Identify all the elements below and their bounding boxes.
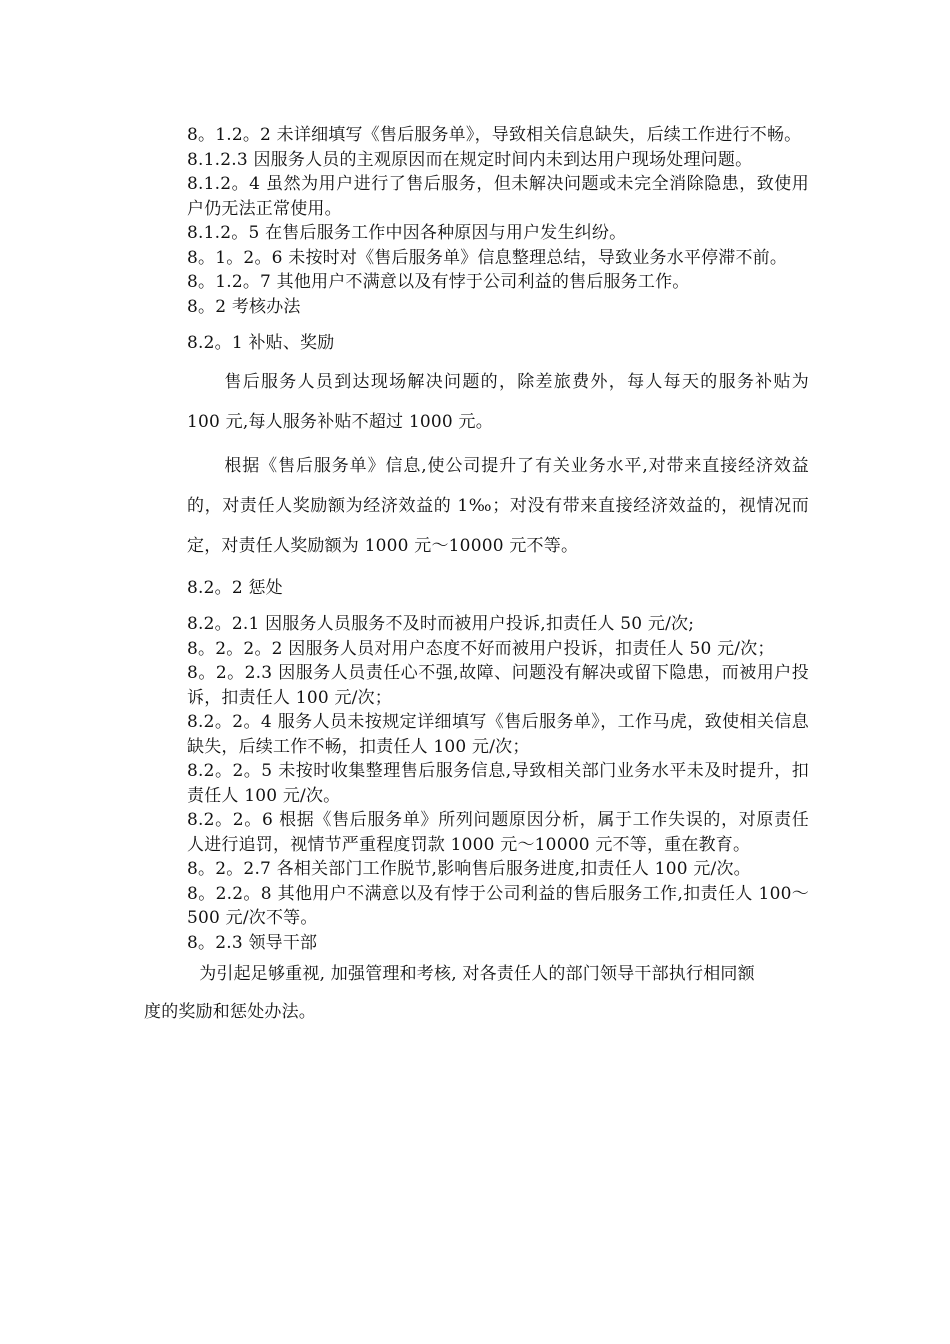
section-heading-8-2-3: 8。2.3 领导干部 — [187, 932, 318, 953]
section-heading-8-2-2: 8.2。2 惩处 — [187, 577, 283, 598]
penalty-8-2-2-7: 8。2。2.7 各相关部门工作脱节,影响售后服务进度,扣责任人 100 元/次。 — [187, 859, 751, 879]
penalty-8-2-2-6: 8.2。2。6 根据《售后服务单》所列问题原因分析，属于工作失误的，对原责任人进行追罚，视情节严重程度罚款 1000 元～10000 元不等，重在教育。 — [187, 810, 809, 855]
penalty-8-2-2-5: 8.2。2。5 未按时收集整理售后服务信息,导致相关部门业务水平未及时提升，扣责任人 100 元/次。 — [187, 761, 809, 806]
closing-paragraph-line-2: 度的奖励和惩处办法。 — [144, 1002, 316, 1022]
clause-8-1-2-6: 8。1。2。6 未按时对《售后服务单》信息整理总结，导致业务水平停滞不前。 — [187, 247, 788, 268]
penalty-8-2-2-8: 8。2.2。8 其他用户不满意以及有悖于公司利益的售后服务工作,扣责任人 100～500 元/次不等。 — [187, 883, 809, 928]
paragraph-reward: 根据《售后服务单》信息,使公司提升了有关业务水平,对带来直接经济效益的，对责任人奖励额为经济效益的 1‰；对没有带来直接经济效益的，视情况而定，对责任人奖励额为 1000 元～10000 元不等。 — [187, 455, 809, 556]
document-body — [144, 123, 809, 1031]
clause-8-1-2-7: 8。1.2。7 其他用户不满意以及有悖于公司利益的售后服务工作。 — [187, 272, 690, 292]
clause-8-1-2-2: 8。1.2。2 未详细填写《售后服务单》，导致相关信息缺失，后续工作进行不畅。 — [187, 125, 802, 145]
penalty-8-2-2-4: 8.2。2。4 服务人员未按规定详细填写《售后服务单》，工作马虎，致使相关信息缺失，后续工作不畅，扣责任人 100 元/次； — [187, 712, 809, 757]
penalty-8-2-2-3: 8。2。2.3 因服务人员责任心不强,故障、问题没有解决或留下隐患，而被用户投诉，扣责任人 100 元/次； — [187, 663, 809, 708]
clause-8-1-2-3: 8.1.2.3 因服务人员的主观原因而在规定时间内未到达用户现场处理问题。 — [187, 149, 753, 170]
clause-8-1-2-4: 8.1.2。4 虽然为用户进行了售后服务，但未解决问题或未完全消除隐患，致使用户仍无法正常使用。 — [187, 174, 809, 219]
section-heading-8-2: 8。2 考核办法 — [187, 296, 301, 317]
section-heading-8-2-1: 8.2。1 补贴、奖励 — [187, 333, 335, 353]
penalty-8-2-2-1: 8.2。2.1 因服务人员服务不及时而被用户投诉,扣责任人 50 元/次; — [187, 614, 695, 634]
clause-8-1-2-5: 8.1.2。5 在售后服务工作中因各种原因与用户发生纠纷。 — [187, 223, 627, 243]
closing-paragraph-line-1: 为引起足够重视, 加强管理和考核, 对各责任人的部门领导干部执行相同额 — [199, 964, 755, 984]
paragraph-subsidy: 售后服务人员到达现场解决问题的，除差旅费外，每人每天的服务补贴为 100 元,每人服务补贴不超过 1000 元。 — [187, 371, 809, 432]
penalty-8-2-2-2: 8。2。2。2 因服务人员对用户态度不好而被用户投诉，扣责任人 50 元/次； — [187, 638, 775, 659]
